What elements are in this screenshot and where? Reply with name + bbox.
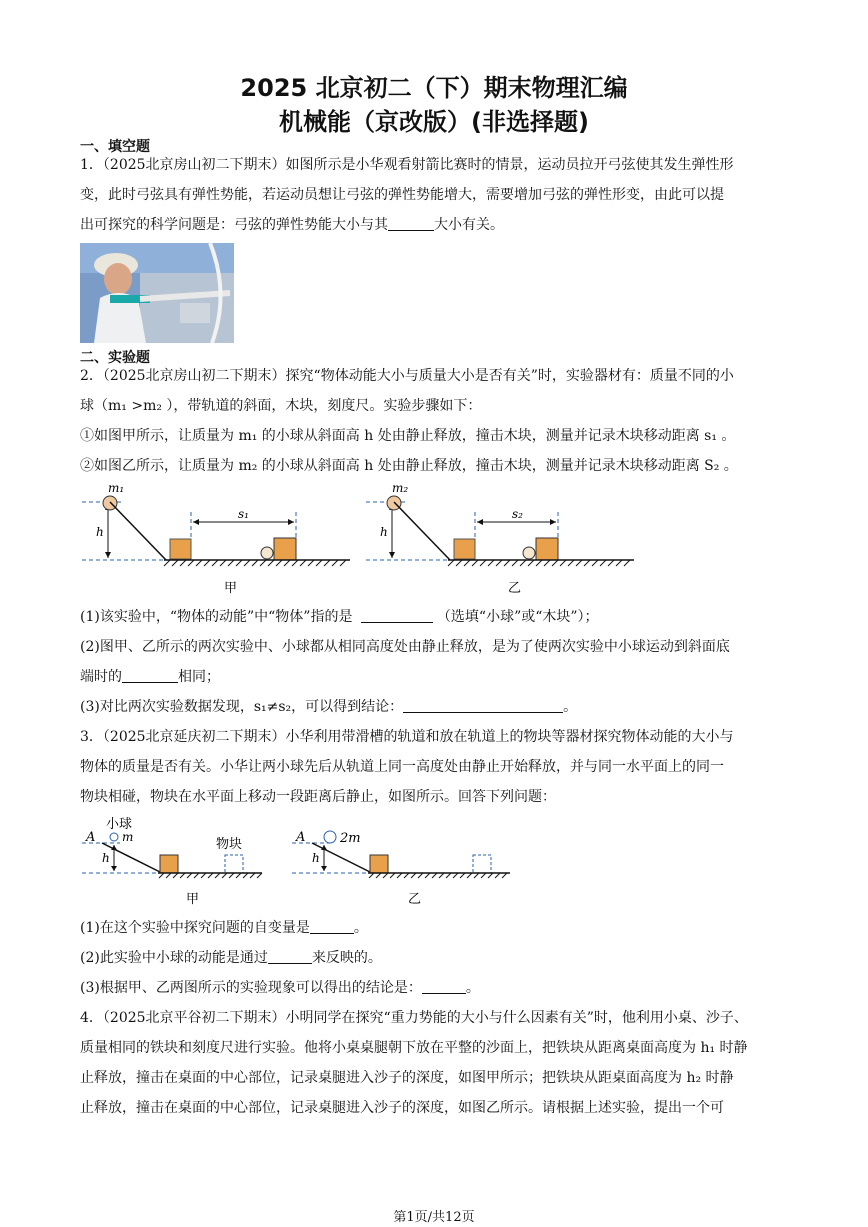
q3b-height-label: h [312, 851, 320, 865]
q2-sub1-blank[interactable] [361, 608, 433, 623]
q2-step2: ②如图乙所示，让质量为 m₂ 的小球从斜面高 h 处由静止释放，撞击木块，测量并记录木块移动距离 S₂ 。 [80, 458, 738, 474]
page-title: 2025 北京初二（下）期末物理汇编 [240, 74, 628, 102]
page-subtitle: 机械能（京改版）(非选择题) [279, 108, 589, 136]
q3-sub2-blank[interactable] [268, 949, 312, 964]
q3-line2: 物体的质量是否有关。小华让两小球先后从轨道上同一高度处由静止开始释放，并与同一水平面上的同一 [80, 759, 724, 775]
q2-sub3-blank[interactable] [403, 698, 563, 713]
q3b-caption: 乙 [408, 892, 422, 907]
q1-answer-blank[interactable] [388, 216, 434, 231]
q3b-point-label: A [296, 830, 306, 845]
section-experiment-heading: 二、实验题 [80, 350, 150, 366]
section-fill-heading: 一、填空题 [80, 139, 150, 155]
q3-sub1-text: (1)在这个实验中探究问题的自变量是 [80, 920, 310, 936]
q3a-mass-label: m [122, 830, 134, 844]
q2a-dist-label: s₁ [238, 507, 249, 521]
q2-sub2-end: 相同； [178, 669, 220, 685]
q3a-ball-label: 小球 [106, 817, 133, 832]
q3-sub3-blank[interactable] [422, 979, 466, 994]
q2b-dist-label: s₂ [512, 507, 523, 521]
q3a-height-label: h [102, 851, 110, 865]
q3-sub2 [80, 948, 790, 968]
q3a-point-label: A [86, 830, 96, 845]
q2a-height-label: h [96, 525, 104, 539]
q2-sub2-text: 端时的 [80, 669, 122, 685]
q3-line1: 3．（2025北京延庆初二下期末）小华利用带滑槽的轨道和放在轨道上的物块等器材探究物体动能的大小与 [80, 729, 734, 745]
q3-line3: 物块相碰，物块在水平面上移动一段距离后静止，如图所示。回答下列问题： [80, 789, 556, 805]
q2-sub1-hint: （选填“小球”或“木块”）； [436, 609, 599, 625]
q3-sub2-end: 来反映的。 [311, 950, 382, 966]
q1-line3 [80, 215, 790, 235]
q2-sub2a: (2)图甲、乙所示的两次实验中、小球都从相同高度处由静止释放，是为了使两次实验中小球运动到斜面底 [80, 639, 730, 655]
q1-line3-end: 大小有关。 [434, 217, 504, 233]
q3-sub1 [80, 918, 790, 938]
q2b-mass-label: m₂ [392, 482, 409, 495]
q3-sub3-text: (3)根据甲、乙两图所示的实验现象可以得出的结论是： [80, 980, 422, 996]
q3a-caption: 甲 [186, 892, 200, 907]
q2-sub2b [80, 667, 790, 687]
q2-sub2-blank[interactable] [122, 668, 178, 683]
q1-line1: 1．（2025北京房山初二下期末）如图所示是小华观看射箭比赛时的情景，运动员拉开弓弦使其发生弹性形 [80, 157, 734, 173]
q2b-height-label: h [380, 525, 388, 539]
q3a-block-label: 物块 [216, 837, 243, 852]
q3-sub3-end: 。 [465, 980, 480, 996]
q3-figure-b [290, 812, 520, 907]
q2-figure-a [80, 482, 360, 597]
q3-figure-a [80, 812, 270, 907]
q4-line2: 质量相同的铁块和刻度尺进行实验。他将小桌桌腿朝下放在平整的沙面上，把铁块从距离桌面高度为 h₁ 时静 [80, 1040, 748, 1056]
q2-line2: 球（m₁ >m₂ ），带轨道的斜面，木块，刻度尺。实验步骤如下： [80, 398, 482, 414]
q2a-mass-label: m₁ [108, 482, 125, 495]
q3-sub1-end: 。 [353, 920, 368, 936]
q3b-mass-label: 2m [340, 831, 361, 846]
q3-sub3 [80, 978, 790, 998]
q1-line2: 变，此时弓弦具有弹性势能，若运动员想让弓弦的弹性势能增大，需要增加弓弦的弹性形变，由此可以提 [80, 187, 724, 203]
q2a-caption: 甲 [224, 581, 238, 596]
q1-line3-text: 出可探究的科学问题是：弓弦的弹性势能大小与其 [80, 217, 388, 233]
q3-sub1-blank[interactable] [310, 919, 354, 934]
q3-sub2-text: (2)此实验中小球的动能是通过 [80, 950, 268, 966]
q2-step1: ①如图甲所示，让质量为 m₁ 的小球从斜面高 h 处由静止释放，撞击木块，测量并记录木块移动距离 s₁ 。 [80, 428, 736, 444]
q2-sub3-end: 。 [563, 699, 578, 715]
q2-sub1-text: (1)该实验中，“物体的动能”中“物体”指的是 [80, 609, 353, 625]
q4-line1: 4．（2025北京平谷初二下期末）小明同学在探究“重力势能的大小与什么因素有关”时，他利用小桌、沙子、 [80, 1010, 748, 1026]
q2-sub3-text: (3)对比两次实验数据发现，s₁≠s₂，可以得到结论： [80, 699, 404, 715]
q2-sub1 [80, 607, 790, 627]
q2-sub3 [80, 697, 790, 717]
archery-photo [80, 243, 234, 343]
q4-line4: 止释放，撞击在桌面的中心部位，记录桌腿进入沙子的深度，如图乙所示。请根据上述实验，提出一个可 [80, 1100, 724, 1116]
page-footer: 第1页/共12页 [393, 1210, 475, 1225]
q4-line3: 止释放，撞击在桌面的中心部位，记录桌腿进入沙子的深度，如图甲所示；把铁块从距桌面高度为 h₂ 时静 [80, 1070, 734, 1086]
q2-line1: 2．（2025北京房山初二下期末）探究“物体动能大小与质量大小是否有关”时，实验器材有：质量不同的小 [80, 368, 734, 384]
q2-figure-b [364, 482, 644, 597]
q2b-caption: 乙 [508, 581, 522, 596]
